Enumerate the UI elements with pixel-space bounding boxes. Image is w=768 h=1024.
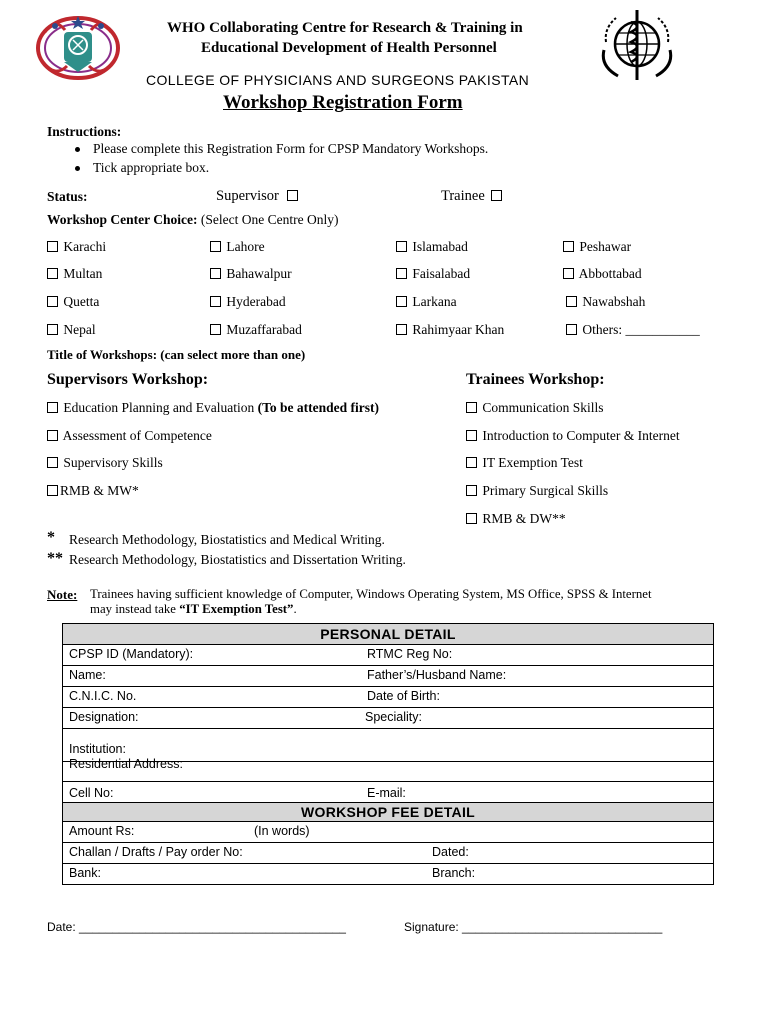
amount-label: Amount Rs: <box>69 824 135 838</box>
center-label: Faisalabad <box>412 266 471 281</box>
center-label: Quetta <box>63 294 100 309</box>
center-label: Larkana <box>412 294 457 309</box>
bullet-icon <box>75 166 80 171</box>
email-label: E-mail: <box>367 786 406 800</box>
center-option[interactable] <box>563 239 631 255</box>
center-label: Rahimyaar Khan <box>412 322 505 337</box>
center-checkbox[interactable] <box>396 241 407 252</box>
trainees-heading: Trainees Workshop: <box>466 371 605 388</box>
center-label: Lahore <box>226 239 265 254</box>
challan-label: Challan / Drafts / Pay order No: <box>69 845 243 859</box>
instructions-label: Instructions: <box>47 124 122 139</box>
workshop-label: IT Exemption Test <box>482 455 583 470</box>
cpsp-id-label: CPSP ID (Mandatory): <box>69 647 194 661</box>
footnote-star1: * <box>47 529 55 546</box>
workshop-label: RMB & DW** <box>482 511 566 526</box>
center-option[interactable] <box>210 239 265 255</box>
status-trainee-checkbox[interactable] <box>491 190 502 201</box>
center-checkbox[interactable] <box>47 296 58 307</box>
center-checkbox[interactable] <box>47 324 58 335</box>
workshop-label: Education Planning and Evaluation <box>63 400 255 415</box>
workshop-checkbox[interactable] <box>47 430 58 441</box>
bullet-icon <box>75 147 80 152</box>
attend-first-note: (To be attended first) <box>257 400 379 415</box>
row-challan[interactable] <box>63 843 714 864</box>
trainee-workshop-option[interactable] <box>466 428 680 444</box>
center-option[interactable] <box>47 266 102 282</box>
name-label: Name: <box>69 668 106 682</box>
date-field[interactable]: Date: ________________________________________ <box>47 920 346 934</box>
workshop-checkbox[interactable] <box>466 457 477 468</box>
footnote-text1: Research Methodology, Biostatistics and Medical Writing. <box>69 532 385 547</box>
row-bank[interactable] <box>63 864 714 885</box>
center-label: Multan <box>63 266 103 281</box>
center-option[interactable] <box>396 294 457 310</box>
center-checkbox[interactable] <box>210 296 221 307</box>
workshop-checkbox[interactable] <box>466 513 477 524</box>
row-amount[interactable] <box>63 822 714 843</box>
workshop-label: Primary Surgical Skills <box>482 483 609 498</box>
note-label: Note: <box>47 587 78 602</box>
trainee-workshop-option[interactable] <box>466 511 566 527</box>
designation-label: Designation: <box>69 710 139 724</box>
status-trainee-label: Trainee <box>441 188 485 204</box>
workshop-label: Communication Skills <box>482 400 604 415</box>
center-option[interactable] <box>47 294 99 310</box>
center-checkbox[interactable] <box>563 268 574 279</box>
form-title: Workshop Registration Form <box>223 92 463 113</box>
in-words-label: (In words) <box>254 824 310 838</box>
others-field[interactable]: Others: ___________ <box>582 322 700 337</box>
center-checkbox[interactable] <box>396 268 407 279</box>
center-label: Nawabshah <box>582 294 646 309</box>
center-option-others[interactable] <box>566 322 700 338</box>
supervisor-workshop-option[interactable] <box>47 483 139 499</box>
row-address-continued[interactable] <box>63 762 714 782</box>
workshop-checkbox[interactable] <box>466 485 477 496</box>
center-label: Abbottabad <box>578 266 642 281</box>
center-option[interactable] <box>210 266 292 282</box>
dated-label: Dated: <box>432 845 469 859</box>
center-checkbox[interactable] <box>210 241 221 252</box>
footnote-star2: ** <box>47 550 63 567</box>
center-option[interactable] <box>47 322 96 338</box>
center-checkbox[interactable] <box>566 296 577 307</box>
it-exemption-emphasis: “IT Exemption Test” <box>179 602 294 616</box>
center-choice <box>47 212 338 228</box>
center-choice-note: (Select One Centre Only) <box>200 212 339 227</box>
workshop-checkbox[interactable] <box>47 457 58 468</box>
center-label: Bahawalpur <box>226 266 292 281</box>
workshop-checkbox[interactable] <box>466 430 477 441</box>
center-option[interactable] <box>396 239 468 255</box>
note-line1: Trainees having sufficient knowledge of Computer, Windows Operating System, MS Office, SPSS & Internet <box>90 587 652 601</box>
signature-field[interactable]: Signature: ______________________________ <box>404 920 663 934</box>
workshop-checkbox[interactable] <box>47 402 58 413</box>
status-label: Status: <box>47 189 88 204</box>
personal-detail-heading: PERSONAL DETAIL <box>63 624 714 645</box>
row-cnic[interactable] <box>63 687 714 708</box>
workshop-label: Assessment of Competence <box>62 428 212 443</box>
note-line2: may instead take “IT Exemption Test”. <box>90 602 297 616</box>
workshop-checkbox[interactable] <box>466 402 477 413</box>
center-option[interactable] <box>396 266 470 282</box>
workshop-label: RMB & MW* <box>60 483 139 498</box>
center-label: Karachi <box>63 239 107 254</box>
speciality-label: Speciality: <box>365 710 422 724</box>
center-option[interactable] <box>563 266 642 282</box>
cell-label: Cell No: <box>69 786 114 800</box>
supervisor-workshop-option[interactable] <box>47 455 163 471</box>
instruction-2: Tick appropriate box. <box>93 160 210 175</box>
personal-detail-table <box>62 623 714 885</box>
center-checkbox[interactable] <box>563 241 574 252</box>
center-checkbox[interactable] <box>47 241 58 252</box>
father-name-label: Father’s/Husband Name: <box>367 668 507 682</box>
center-checkbox[interactable] <box>396 324 407 335</box>
supervisor-workshop-option[interactable] <box>47 428 212 444</box>
workshops-title: Title of Workshops: (can select more than one) <box>47 347 306 362</box>
trainee-workshop-option[interactable] <box>466 400 604 416</box>
center-checkbox[interactable] <box>210 324 221 335</box>
address-label: Residential Address: <box>69 757 183 771</box>
row-name[interactable] <box>63 666 714 687</box>
cpsp-logo <box>35 12 121 82</box>
row-cpsp-id[interactable] <box>63 645 714 666</box>
center-label: Islamabad <box>412 239 468 254</box>
status-supervisor[interactable] <box>216 188 300 205</box>
center-checkbox[interactable] <box>396 296 407 307</box>
center-checkbox[interactable] <box>210 268 221 279</box>
center-choice-label: Workshop Center Choice: <box>47 212 198 227</box>
center-checkbox[interactable] <box>47 268 58 279</box>
fee-detail-heading: WORKSHOP FEE DETAIL <box>63 803 714 822</box>
center-option[interactable] <box>396 322 504 338</box>
cnic-label: C.N.I.C. No. <box>69 689 137 703</box>
center-checkbox[interactable] <box>566 324 577 335</box>
rtmc-label: RTMC Reg No: <box>367 647 453 661</box>
center-label: Hyderabad <box>226 294 286 309</box>
who-logo <box>596 6 678 84</box>
center-option[interactable] <box>210 322 302 338</box>
bank-label: Bank: <box>69 866 101 880</box>
status-supervisor-checkbox[interactable] <box>287 190 298 201</box>
supervisors-heading: Supervisors Workshop: <box>47 371 209 388</box>
footnote-text2: Research Methodology, Biostatistics and Dissertation Writing. <box>69 552 406 567</box>
status-trainee[interactable] <box>441 188 504 205</box>
center-label: Muzaffarabad <box>226 322 302 337</box>
workshop-checkbox[interactable] <box>47 485 58 496</box>
trainee-workshop-option[interactable] <box>466 483 608 499</box>
college-name: COLLEGE OF PHYSICIANS AND SURGEONS PAKISTAN <box>146 72 530 88</box>
workshop-label: Supervisory Skills <box>63 455 163 470</box>
row-institution[interactable] <box>63 729 714 771</box>
center-label: Nepal <box>63 322 96 337</box>
row-cell[interactable] <box>63 782 714 803</box>
status-supervisor-label: Supervisor <box>216 188 279 204</box>
supervisor-workshop-option[interactable] <box>47 400 379 416</box>
dob-label: Date of Birth: <box>367 689 440 703</box>
header-line2: Educational Development of Health Personnel <box>201 40 497 56</box>
branch-label: Branch: <box>432 866 476 880</box>
center-label: Peshawar <box>579 239 632 254</box>
trainee-workshop-option[interactable] <box>466 455 583 471</box>
institution-label: Institution: <box>69 742 126 756</box>
instruction-1: Please complete this Registration Form for CPSP Mandatory Workshops. <box>93 141 489 156</box>
center-option[interactable] <box>566 294 645 310</box>
center-option[interactable] <box>47 239 106 255</box>
row-designation[interactable] <box>63 708 714 729</box>
workshop-label: Introduction to Computer & Internet <box>482 428 680 443</box>
header-line1: WHO Collaborating Centre for Research & Training in <box>167 20 523 36</box>
center-option[interactable] <box>210 294 286 310</box>
